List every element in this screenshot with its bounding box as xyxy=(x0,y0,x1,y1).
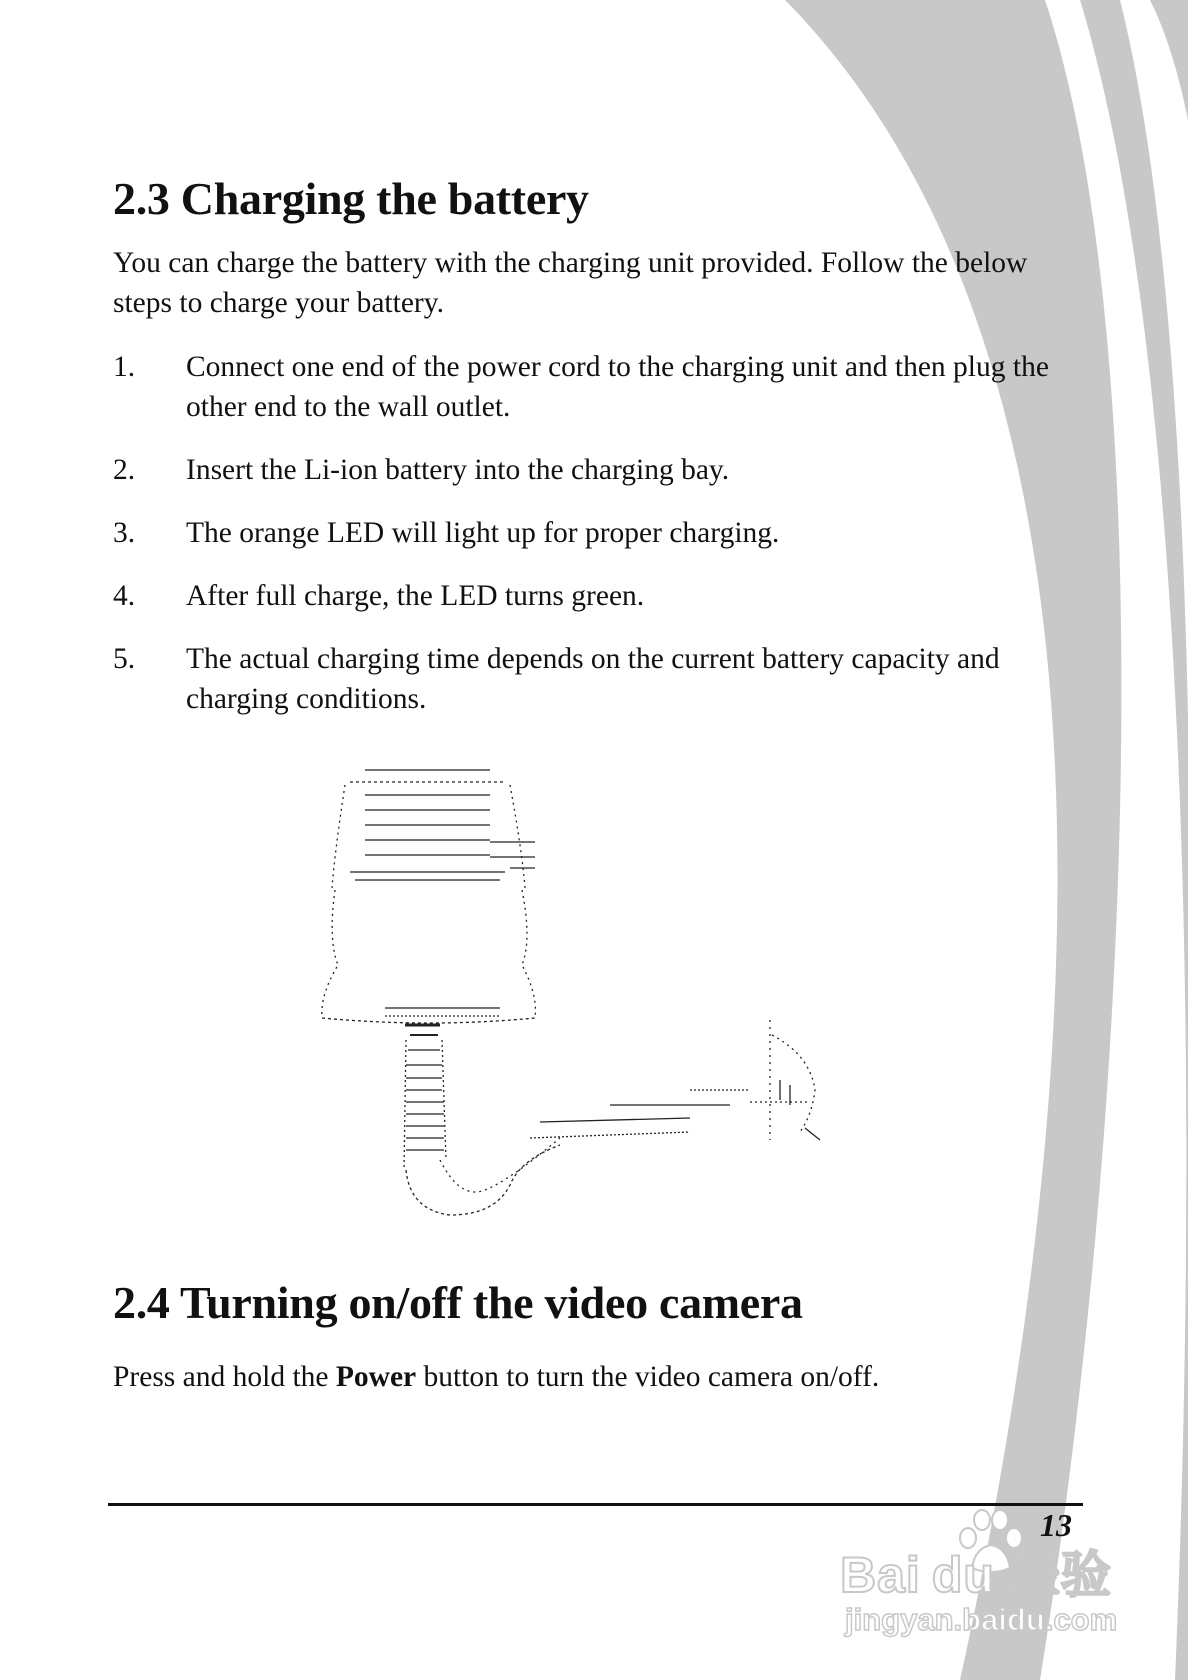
step-number: 4. xyxy=(113,580,136,612)
power-text-prefix: Press and hold the xyxy=(113,1361,336,1393)
step-text: Insert the Li-ion battery into the charging bay. xyxy=(186,454,730,486)
step-number: 5. xyxy=(113,643,136,675)
section-heading-power: 2.4 Turning on/off the video camera xyxy=(113,1277,803,1328)
charger-illustration xyxy=(310,760,880,1225)
power-text-suffix: button to turn the video camera on/off. xyxy=(416,1361,880,1393)
watermark-site: jingyan.baidu.com xyxy=(845,1602,1118,1637)
step-text: The orange LED will light up for proper charging. xyxy=(186,517,780,549)
step-text: After full charge, the LED turns green. xyxy=(186,580,645,612)
watermark-brand: Bai du 经验 xyxy=(840,1547,1112,1603)
section-heading-charging: 2.3 Charging the battery xyxy=(113,173,589,224)
step-number: 3. xyxy=(113,517,136,549)
page-number: 13 xyxy=(1040,1507,1072,1543)
step-text: The actual charging time depends on the current battery capacity and charging conditions. xyxy=(186,643,1000,715)
step-number: 1. xyxy=(113,351,136,383)
charging-intro-text: You can charge the battery with the charging unit provided. Follow the below steps to charge your battery. xyxy=(113,247,1028,319)
power-button-label: Power xyxy=(335,1361,417,1393)
power-instruction-text xyxy=(113,1357,1113,1397)
baidu-watermark xyxy=(840,1500,1140,1680)
step-text: Connect one end of the power cord to the charging unit and then plug the other end to the wall outlet. xyxy=(186,351,1049,423)
step-number: 2. xyxy=(113,454,136,486)
